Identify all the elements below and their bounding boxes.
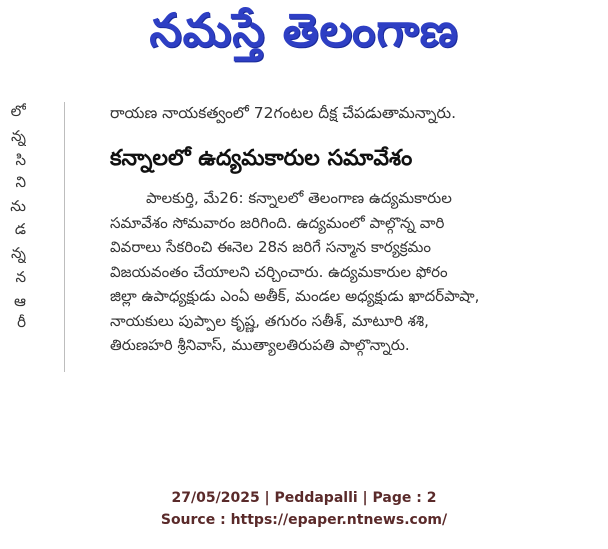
body-line: నాయకులు పుప్పాల కృష్ణ, తగురం సతీశ్, మాటూరి శశి, [110,311,429,330]
column-divider [64,102,65,372]
footer-source: Source : https://epaper.ntnews.com/ [160,512,448,528]
body-line: తిరుణహరి శ్రీనివాస్, ముత్యాలతిరుపతి పాల్గొన్నారు. [110,336,410,354]
left-fragment: డ [14,220,26,238]
left-fragment: ఆ [14,292,26,310]
masthead-logo: నమస్తే తెలంగాణ [149,3,459,57]
body-line: సమావేశం సోమవారం జరిగింది. ఉద్యమంలో పాల్గొన్న వారి [110,213,445,232]
body-line: విజయవంతం చేయాలని చర్చించారు. ఉద్యమకారుల ఫోరం [110,262,448,281]
footer-date-edition: 27/05/2025 | Peddapalli | Page : 2 [171,490,437,506]
left-fragment: లో [10,102,26,120]
left-fragment: ను [10,197,26,215]
body-line: పాలకుర్తి, మే26: కన్నాలలో తెలంగాణ ఉద్యమకారుల [146,189,452,207]
left-fragment: సి [15,151,26,169]
left-fragment: రీ [17,313,26,330]
left-fragment: న్న [11,127,26,145]
article-headline: కన్నాలలో ఉద్యమకారుల సమావేశం [110,146,413,171]
left-column-clipped [0,100,26,330]
left-fragment: న [15,268,26,286]
left-fragment: ని [15,173,26,191]
body-line: జిల్లా ఉపాధ్యక్షుడు ఎంఏ అతీక్, మండల అధ్యక్షుడు ఖాదర్‌పాషా, [110,287,480,305]
carryover-text: రాయణ నాయకత్వంలో 72గంటల దీక్ష చేపడుతామన్నారు. [110,104,457,122]
body-line: వివరాలు సేకరించి ఈనెల 28న జరిగే సన్మాన కార్యక్రమం [110,238,431,256]
article-body [110,186,530,358]
left-fragment: న్న [11,244,26,262]
